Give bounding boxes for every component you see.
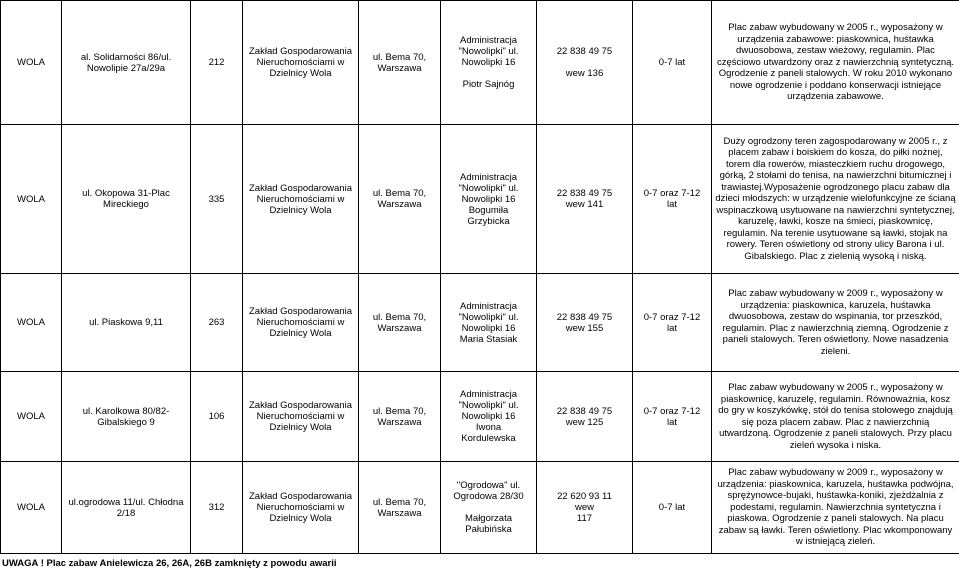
description-cell: Plac zabaw wybudowany w 2009 r., wyposażony w urządzenia: piaskownica, karuzela, huśtawka dwuosobowa, zestaw do wspinania, tor przeszkód, regulamin. Plac z nawierzchnią ziemną. Ogrodzenie z paneli stalowych. Teren oświetlony. Nowe nasadzenia zieleni. bbox=[712, 274, 959, 372]
manager-cell: Zakład Gospodarowania Nieruchomościami w Dzielnicy Wola bbox=[243, 1, 359, 125]
area-cell: 335 bbox=[191, 125, 243, 274]
district-cell: WOLA bbox=[1, 372, 62, 462]
address-cell: ul. Okopowa 31-Plac Mireckiego bbox=[62, 125, 191, 274]
area-cell: 312 bbox=[191, 462, 243, 554]
phone-cell: 22 838 49 75 wew 141 bbox=[537, 125, 633, 274]
district-cell: WOLA bbox=[1, 125, 62, 274]
admin-cell: Administracja "Nowolipki" ul. Nowolipki 16 Bogumiła Grzybicka bbox=[441, 125, 537, 274]
address-cell: ul. Karolkowa 80/82- Gibalskiego 9 bbox=[62, 372, 191, 462]
manager-cell: Zakład Gospodarowania Nieruchomościami w Dzielnicy Wola bbox=[243, 462, 359, 554]
manager-address-cell: ul. Bema 70, Warszawa bbox=[359, 462, 441, 554]
age-cell: 0-7 oraz 7-12 lat bbox=[633, 274, 712, 372]
description-cell: Plac zabaw wybudowany w 2005 r., wyposażony w urządzenia zabawowe: piaskownica, huśtawka dwuosobowa, zestaw wieżowy, regulamin. Plac częściowo utwardzony oraz z nawierzchnią syntetyczną. Ogrodzenie z paneli stalowych. W roku 2010 wykonano nowe ogrodzenie i poddano konserwacji istniejące urządzenia zabawowe. bbox=[712, 1, 959, 125]
description-cell: Duży ogrodzony teren zagospodarowany w 2005 r., z placem zabaw i boiskiem do kosza, do piłki nożnej, torem dla rowerów, miasteczkiem ruchu drogowego, górką, 2 stołami do tenisa, na nawierzchni bitumicznej i trawiastej.Wyposażenie ogrodzonego placu zabaw dla dzieci młodszych: w urządzenie wielofunkcyjne ze ścianą wspinaczkową usytuowane na nawierzchni syntetycznej, karuzelę, ławki, kosze na śmieci, piaskownicę, regulamin. Na terenie usytuowane są ławki, stojak na rowery. Teren oświetlony od strony ulicy Barona i ul. Gibalskiego. Plac z zielenią wysoką i niską. bbox=[712, 125, 959, 274]
admin-cell: Administracja "Nowolipki" ul. Nowolipki 16 Iwona Kordulewska bbox=[441, 372, 537, 462]
area-cell: 212 bbox=[191, 1, 243, 125]
manager-address-cell: ul. Bema 70, Warszawa bbox=[359, 372, 441, 462]
age-cell: 0-7 oraz 7-12 lat bbox=[633, 125, 712, 274]
table-row bbox=[1, 274, 959, 372]
age-cell: 0-7 lat bbox=[633, 1, 712, 125]
phone-cell: 22 620 93 11 wew 117 bbox=[537, 462, 633, 554]
admin-cell: Administracja "Nowolipki" ul. Nowolipki 16 Piotr Sajnóg bbox=[441, 1, 537, 125]
phone-cell: 22 838 49 75 wew 155 bbox=[537, 274, 633, 372]
table-row bbox=[1, 372, 959, 462]
table-row bbox=[1, 1, 959, 125]
admin-cell: "Ogrodowa" ul. Ogrodowa 28/30 Małgorzata Pałubińska bbox=[441, 462, 537, 554]
manager-address-cell: ul. Bema 70, Warszawa bbox=[359, 1, 441, 125]
address-cell: al. Solidarności 86/ul. Nowolipie 27a/29a bbox=[62, 1, 191, 125]
district-cell: WOLA bbox=[1, 462, 62, 554]
area-cell: 106 bbox=[191, 372, 243, 462]
district-cell: WOLA bbox=[1, 274, 62, 372]
table-row bbox=[1, 462, 959, 554]
age-cell: 0-7 oraz 7-12 lat bbox=[633, 372, 712, 462]
description-cell: Plac zabaw wybudowany w 2005 r., wyposażony w piaskownicę, karuzelę, regulamin. Równoważnia, kosz do gry w koszykówkę, stół do tenisa stołowego znajdują się poza placem zabaw. Plac z nawierzchnią utwardzoną. Ogrodzenie z paneli stalowych. Przy placu zieleń wysoka i niska. bbox=[712, 372, 959, 462]
district-cell: WOLA bbox=[1, 1, 62, 125]
manager-address-cell: ul. Bema 70, Warszawa bbox=[359, 125, 441, 274]
manager-cell: Zakład Gospodarowania Nieruchomościami w Dzielnicy Wola bbox=[243, 274, 359, 372]
phone-cell: 22 838 49 75 wew 136 bbox=[537, 1, 633, 125]
address-cell: ul. Piaskowa 9,11 bbox=[62, 274, 191, 372]
admin-cell: Administracja "Nowolipki" ul. Nowolipki 16 Maria Stasiak bbox=[441, 274, 537, 372]
manager-address-cell: ul. Bema 70, Warszawa bbox=[359, 274, 441, 372]
closure-warning-note: UWAGA ! Plac zabaw Anielewicza 26, 26A, 26B zamknięty z powodu awarii bbox=[2, 558, 337, 569]
phone-cell: 22 838 49 75 wew 125 bbox=[537, 372, 633, 462]
table-row bbox=[1, 125, 959, 274]
address-cell: ul.ogrodowa 11/ul. Chłodna 2/18 bbox=[62, 462, 191, 554]
description-cell: Plac zabaw wybudowany w 2009 r., wyposażony w urządzenia: piaskownica, karuzela, huśtawka podwójna, sprężynowce-bujaki, huśtawka-koniki, zjeżdżalnia z podestami, regulamin. Nawierzchnia syntetyczna i piaskowa. Ogrodzenie z paneli stalowych. Na placu zabaw są ławki. Teren oświetlony. Plac wkomponowany w istniejącą zieleń. bbox=[712, 462, 959, 554]
area-cell: 263 bbox=[191, 274, 243, 372]
age-cell: 0-7 lat bbox=[633, 462, 712, 554]
manager-cell: Zakład Gospodarowania Nieruchomościami w Dzielnicy Wola bbox=[243, 125, 359, 274]
manager-cell: Zakład Gospodarowania Nieruchomościami w Dzielnicy Wola bbox=[243, 372, 359, 462]
